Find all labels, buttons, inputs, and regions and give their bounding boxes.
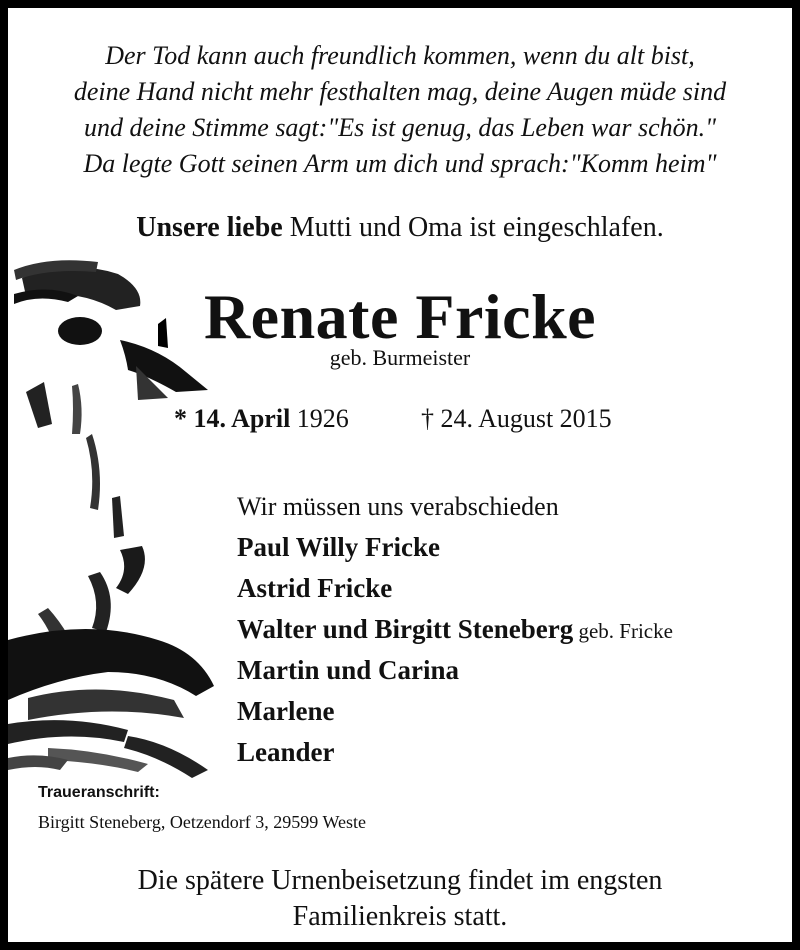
mourning-address: Birgitt Steneberg, Oetzendorf 3, 29599 Weste xyxy=(38,812,366,832)
address-label: Traueranschrift: xyxy=(38,784,160,801)
mourner-name-text: Martin und Carina xyxy=(237,655,460,685)
mourner-name-text: Paul Willy Fricke xyxy=(237,532,441,562)
birth-year: 1926 xyxy=(290,404,349,433)
mourner-name xyxy=(237,568,673,609)
mourner-name-text: Walter und Birgitt Steneberg xyxy=(237,614,574,644)
mourner-name xyxy=(237,691,673,732)
mourner-name-text: Astrid Fricke xyxy=(237,573,393,603)
poem xyxy=(28,38,772,182)
mourner-name xyxy=(237,732,673,773)
mourner-name xyxy=(237,609,673,650)
mourner-suffix: geb. Fricke xyxy=(573,619,673,643)
birth-date xyxy=(174,404,349,434)
mourner-name xyxy=(237,650,673,691)
intro-line xyxy=(8,212,792,244)
deceased-name: Renate Fricke xyxy=(203,281,597,352)
mourner-name xyxy=(237,527,673,568)
poem-line: Der Tod kann auch freundlich kommen, wenn du alt bist, xyxy=(105,41,695,70)
poem-line: und deine Stimme sagt:"Es ist genug, das Leben war schön." xyxy=(83,113,717,142)
maiden-name: geb. Burmeister xyxy=(329,345,471,370)
poem-line: Da legte Gott seinen Arm um dich und sprach:"Komm heim" xyxy=(83,149,717,178)
intro-emphasis: Unsere liebe xyxy=(136,212,283,243)
death-date: † 24. August 2015 xyxy=(421,404,612,433)
birth-day-month: * 14. April xyxy=(174,404,291,433)
mourner-name-text: Leander xyxy=(237,737,335,767)
closing-line: Die spätere Urnenbeisetzung findet im engsten xyxy=(137,865,663,896)
poem-line: deine Hand nicht mehr festhalten mag, deine Augen müde sind xyxy=(73,77,727,106)
mourners-list xyxy=(237,486,673,773)
closing-note xyxy=(8,863,792,935)
mourner-name-text: Marlene xyxy=(237,696,335,726)
mourners-lead: Wir müssen uns verabschieden xyxy=(237,492,559,521)
intro-rest: Mutti und Oma ist eingeschlafen. xyxy=(282,212,664,243)
closing-line: Familienkreis statt. xyxy=(292,901,508,932)
